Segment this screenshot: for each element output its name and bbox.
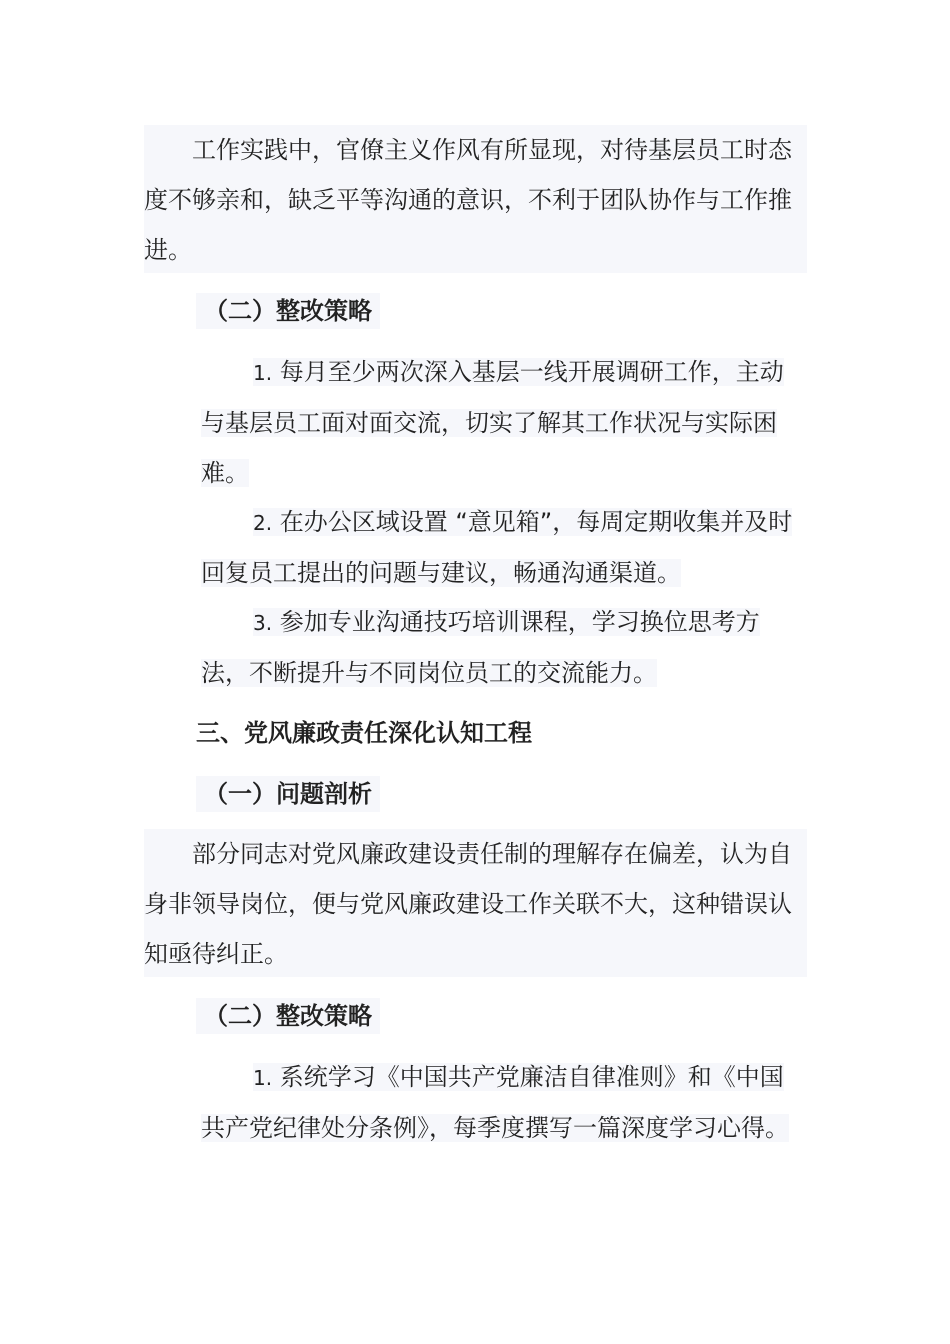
list-item-1-2 <box>201 497 807 598</box>
body-paragraph-1: 工作实践中，官僚主义作风有所显现，对待基层员工时态度不够亲和，缺乏平等沟通的意识，不利于团队协作与工作推进。 <box>144 125 807 273</box>
list-item-1-3 <box>201 597 807 698</box>
body-paragraph-2: 部分同志对党风廉政建设责任制的理解存在偏差，认为自身非领导岗位，便与党风廉政建设工作关联不大，这种错误认知亟待纠正。 <box>144 829 807 977</box>
list-item-number: 3. <box>253 611 273 635</box>
list-item-number: 2. <box>253 511 273 535</box>
list-item-text: 每月至少两次深入基层一线开展调研工作，主动与基层员工面对面交流，切实了解其工作状况与实际困难。 <box>201 358 784 487</box>
section-heading-3: 三、党风廉政责任深化认知工程 <box>196 719 532 747</box>
sub-heading-strategy-2: （二）整改策略 <box>196 998 380 1034</box>
sub-heading-analysis: （一）问题剖析 <box>196 776 380 812</box>
list-item-number: 1. <box>253 361 273 385</box>
list-item-2-1 <box>201 1052 807 1153</box>
sub-heading-strategy-1: （二）整改策略 <box>196 293 380 329</box>
list-item-text: 系统学习《中国共产党廉洁自律准则》和《中国共产党纪律处分条例》，每季度撰写一篇深度学习心得。 <box>201 1063 789 1142</box>
list-item-text: 在办公区域设置 “意见箱”，每周定期收集并及时回复员工提出的问题与建议，畅通沟通渠道。 <box>201 508 793 587</box>
list-item-1-1 <box>201 347 807 498</box>
list-item-text: 参加专业沟通技巧培训课程，学习换位思考方法，不断提升与不同岗位员工的交流能力。 <box>201 608 760 687</box>
list-item-number: 1. <box>253 1066 273 1090</box>
